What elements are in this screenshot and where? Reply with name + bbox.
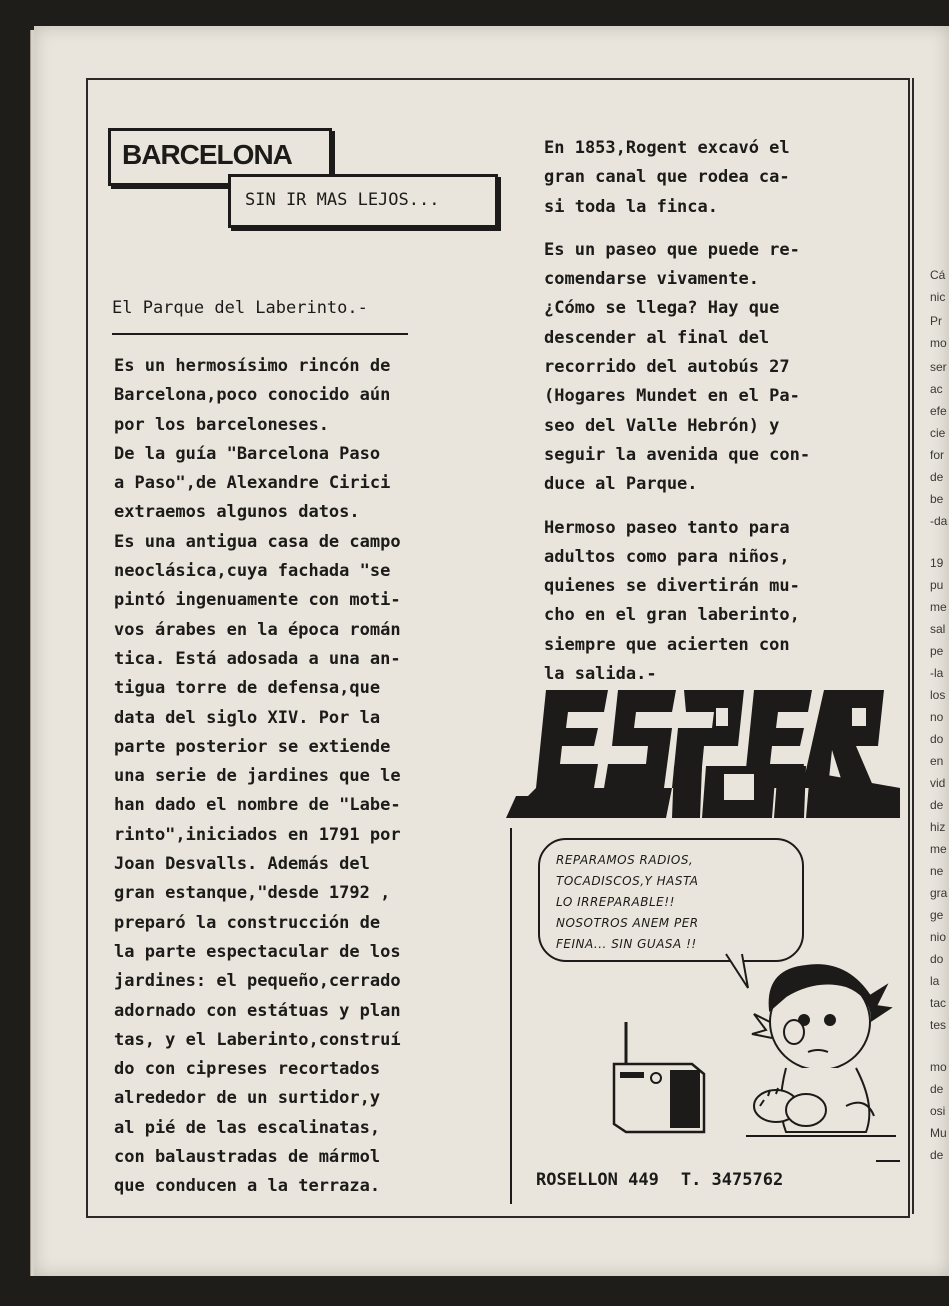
next-page-fragment: de [930, 798, 944, 812]
next-page-fragment: la [930, 974, 940, 988]
next-page-fragment: de [930, 470, 944, 484]
article-line: por los barceloneses. [114, 414, 329, 435]
speech-bubble [538, 838, 804, 962]
ad-footer [536, 1170, 783, 1190]
article-line: ¿Cómo se llega? Hay que [544, 298, 780, 319]
article-line: neoclásica,cuya fachada "se [114, 561, 391, 582]
article-line: (Hogares Mundet en el Pa- [544, 386, 800, 407]
article-line: Joan Desvalls. Además del [114, 854, 370, 875]
ad-bottom-dash [876, 1160, 900, 1162]
article-line: adornado con estátuas y plan [114, 1000, 401, 1021]
article-line: tigua torre de defensa,que [114, 678, 381, 699]
next-page-fragment: -da [930, 514, 948, 528]
article-line: tas, y el Laberinto,construí [114, 1029, 401, 1050]
ad-left-rule [510, 828, 512, 1204]
article-line: extraemos algunos datos. [114, 502, 360, 523]
article-line: una serie de jardines que le [114, 766, 401, 787]
next-page-fragment: tac [930, 996, 947, 1010]
article-line: gran canal que rodea ca- [544, 167, 790, 188]
next-page-fragment: osi [930, 1104, 946, 1118]
page-title: BARCELONA [122, 139, 292, 170]
article-line: comendarse vivamente. [544, 269, 759, 290]
next-page-fragment: los [930, 688, 946, 702]
article-line: recorrido del autobús 27 [544, 357, 790, 378]
article-line: adultos como para niños, [544, 546, 790, 567]
next-page-fragment: ac [930, 382, 943, 396]
section-title: El Parque del Laberinto.- [112, 298, 368, 318]
article-right-column [544, 134, 874, 689]
next-page-fragment: efe [930, 404, 947, 418]
ad-address: ROSELLON 449 [536, 1170, 659, 1190]
article-line: De la guía "Barcelona Paso [114, 443, 381, 464]
article-line: han dado el nombre de "Labe- [114, 795, 401, 816]
article-line: la salida.- [544, 664, 657, 685]
next-page-fragment: pe [930, 644, 944, 658]
article-line: Hermoso paseo tanto para [544, 517, 790, 538]
article-line: do con cipreses recortados [114, 1059, 381, 1080]
article-line: Es un paseo que puede re- [544, 239, 800, 260]
article-line: seguir la avenida que con- [544, 444, 811, 465]
speech-line: FEINA... SIN GUASA !! [556, 937, 697, 951]
ad-phone: T. 3475762 [680, 1170, 784, 1190]
next-page-fragment: en [930, 754, 944, 768]
next-page-fragment: nic [930, 290, 946, 304]
article-line: si toda la finca. [544, 196, 718, 217]
article-line: parte posterior se extiende [114, 736, 391, 757]
subtitle-box [228, 174, 498, 228]
article-line: gran estanque,"desde 1792 , [114, 883, 391, 904]
article-line: alrededor de un surtidor,y [114, 1088, 381, 1109]
next-page-fragment: do [930, 952, 944, 966]
next-page-fragment: no [930, 710, 944, 724]
next-page-fragment: nio [930, 930, 947, 944]
article-line: siempre que acierten con [544, 634, 790, 655]
radio-icon [600, 1020, 710, 1140]
espertudis-logo [506, 688, 900, 828]
next-page-fragment: Cá [930, 268, 946, 282]
section-rule [112, 333, 408, 335]
next-page-fragment: ne [930, 864, 944, 878]
next-page-edge-text [916, 78, 949, 1218]
next-page-fragment: Mu [930, 1126, 947, 1140]
next-page-fragment: cie [930, 426, 946, 440]
next-page-fragment: de [930, 1082, 944, 1096]
article-line: duce al Parque. [544, 474, 698, 495]
article-line: Es un hermosísimo rincón de [114, 356, 391, 376]
article-line: a Paso",de Alexandre Cirici [114, 473, 391, 494]
article-line: tica. Está adosada a una an- [114, 648, 401, 669]
next-page-fragment: do [930, 732, 944, 746]
article-line: seo del Valle Hebrón) y [544, 415, 780, 436]
article-line: jardines: el pequeño,cerrado [114, 971, 401, 992]
article-line: cho en el gran laberinto, [544, 605, 800, 626]
next-page-fragment: ser [930, 360, 947, 374]
next-page-fragment: de [930, 1148, 944, 1162]
article-paragraph [544, 514, 874, 690]
speech-line: NOSOTROS ANEM PER [556, 916, 699, 930]
speech-line: TOCADISCOS,Y HASTA [556, 874, 699, 888]
next-page-fragment: me [930, 600, 947, 614]
article-line: al pié de las escalinatas, [114, 1117, 381, 1138]
article-line: vos árabes en la época román [114, 619, 401, 640]
frame-bottom-rule [86, 1216, 910, 1218]
next-page-fragment: pu [930, 578, 944, 592]
next-page-fragment: mo [930, 1060, 947, 1074]
next-page-fragment: vid [930, 776, 946, 790]
next-page-fragment: ge [930, 908, 944, 922]
article-line: que conducen a la terraza. [114, 1176, 381, 1197]
article-line: data del siglo XIV. Por la [114, 707, 381, 728]
article-line: En 1853,Rogent excavó el [544, 138, 790, 158]
article-line: preparó la construcción de [114, 912, 381, 933]
article-line: pintó ingenuamente con moti- [114, 590, 401, 611]
next-page-fragment: tes [930, 1018, 947, 1032]
speech-line: LO IRREPARABLE!! [556, 895, 675, 909]
next-page-fragment: for [930, 448, 945, 462]
article-line: Barcelona,poco conocido aún [114, 385, 391, 406]
article-left-column [114, 352, 484, 1202]
article-line: descender al final del [544, 327, 770, 348]
article-line: quienes se divertirán mu- [544, 576, 800, 597]
article-paragraph [544, 236, 874, 500]
article-line: la parte espectacular de los [114, 941, 401, 962]
child-illustration [746, 956, 896, 1146]
next-page-fragment: sal [930, 622, 946, 636]
next-page-fragment: 19 [930, 556, 944, 570]
next-page-fragment: gra [930, 886, 948, 900]
page-subtitle: SIN IR MAS LEJOS... [245, 190, 440, 210]
article-line: rinto",iniciados en 1791 por [114, 824, 401, 845]
article-line: Es una antigua casa de campo [114, 531, 401, 552]
next-page-fragment: hiz [930, 820, 946, 834]
speech-line: REPARAMOS RADIOS, [556, 853, 694, 867]
next-page-fragment: be [930, 492, 944, 506]
next-page-fragment: Pr [930, 314, 942, 328]
article-line: con balaustradas de mármol [114, 1147, 381, 1168]
next-page-fragment: me [930, 842, 947, 856]
next-page-fragment: mo [930, 336, 947, 350]
article-paragraph [544, 134, 874, 222]
page-gutter [912, 78, 914, 1214]
next-page-fragment: -la [930, 666, 944, 680]
